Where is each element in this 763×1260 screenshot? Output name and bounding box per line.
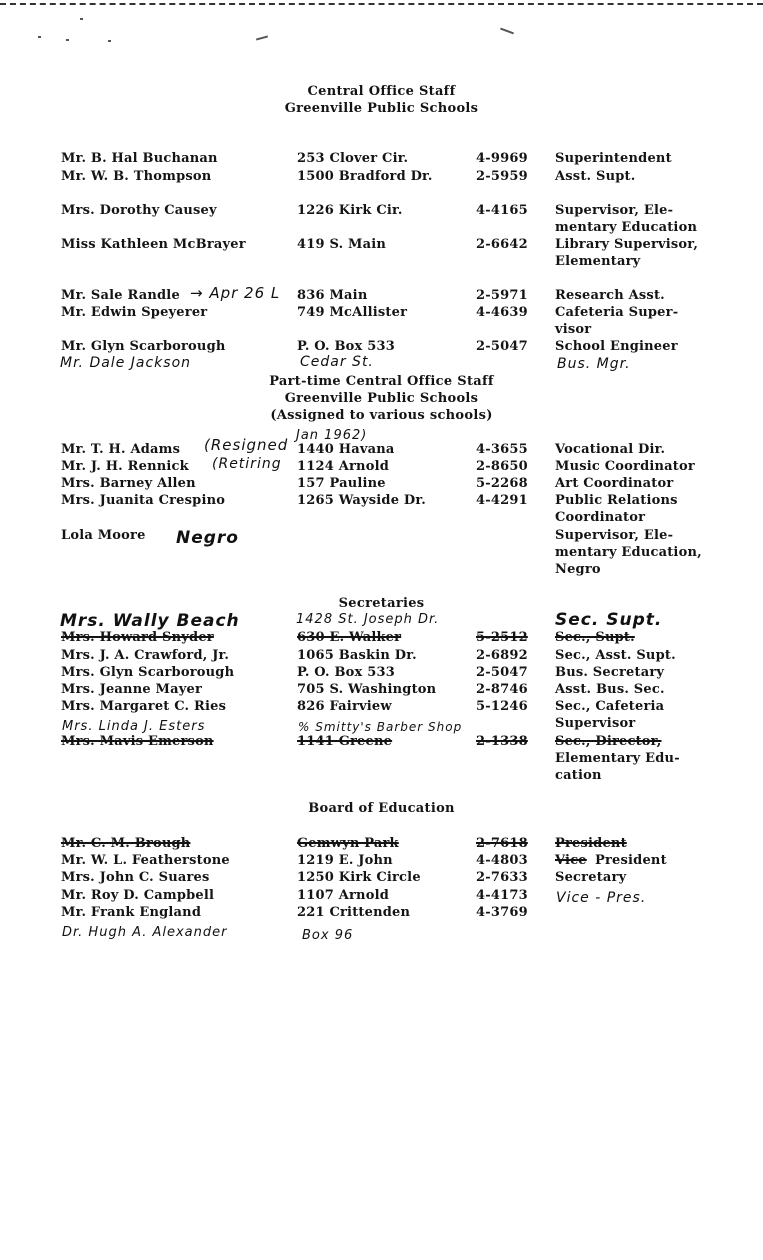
staff-address: 1124 Arnold <box>297 459 389 474</box>
staff-phone: 4-4803 <box>476 853 528 868</box>
handwritten-jackson-address: Cedar St. <box>300 354 374 370</box>
staff-title: Supervisor, Ele- <box>555 203 674 218</box>
staff-name: Lola Moore <box>61 528 146 543</box>
staff-title: Secretary <box>555 870 627 885</box>
top-edge-dashes <box>0 3 763 5</box>
handwritten-esters-name: Mrs. Linda J. Esters <box>62 719 206 734</box>
speck <box>108 40 111 42</box>
staff-row <box>0 905 763 922</box>
staff-phone: 2-6642 <box>476 237 528 252</box>
staff-phone: 4-9969 <box>476 151 528 166</box>
staff-address: 157 Pauline <box>297 476 386 491</box>
staff-address: 253 Clover Cir. <box>297 151 409 166</box>
handwritten-vice-pres: Vice - Pres. <box>556 890 647 906</box>
staff-name: Mr. B. Hal Buchanan <box>61 151 218 166</box>
staff-title: Research Asst. <box>555 288 665 303</box>
struck-row <box>0 836 763 853</box>
staff-title-cont: Supervisor <box>555 716 636 731</box>
staff-row <box>0 888 763 905</box>
staff-title: Music Coordinator <box>555 459 695 474</box>
staff-address: 1107 Arnold <box>297 888 389 903</box>
handwritten-moore-note: Negro <box>176 528 239 548</box>
staff-address: Gemwyn Park <box>297 836 399 851</box>
speck <box>500 28 514 35</box>
staff-title-cont: cation <box>555 768 602 783</box>
staff-row <box>0 476 763 493</box>
staff-phone: 2-1338 <box>476 734 528 749</box>
handwritten-beach-title: Sec. Supt. <box>555 610 663 630</box>
speck <box>38 36 41 38</box>
staff-phone: 4-3655 <box>476 442 528 457</box>
staff-name: Mrs. John C. Suares <box>61 870 210 885</box>
staff-title: Asst. Bus. Sec. <box>555 682 665 697</box>
handwritten-beach-name: Mrs. Wally Beach <box>60 611 240 631</box>
staff-phone: 2-5047 <box>476 339 528 354</box>
staff-title-cont: visor <box>555 322 592 337</box>
staff-row <box>0 665 763 682</box>
staff-row <box>0 853 763 870</box>
staff-row <box>0 288 763 305</box>
staff-phone: 5-2268 <box>476 476 528 491</box>
staff-name: Mr. C. M. Brough <box>61 836 191 851</box>
staff-title: Superintendent <box>555 151 672 166</box>
staff-name: Miss Kathleen McBrayer <box>61 237 246 252</box>
handwritten-rennick-note: (Retiring <box>212 456 282 472</box>
staff-title: Library Supervisor, <box>555 237 699 252</box>
speck <box>66 39 69 41</box>
staff-phone: 2-5971 <box>476 288 528 303</box>
staff-name: Mrs. Jeanne Mayer <box>61 682 203 697</box>
staff-address: 1500 Bradford Dr. <box>297 169 433 184</box>
part-time-subtitle: Greenville Public Schools <box>284 391 479 406</box>
staff-row <box>0 442 763 459</box>
staff-phone: 4-4291 <box>476 493 528 508</box>
staff-title: Cafeteria Super- <box>555 305 679 320</box>
secretaries-title: Secretaries <box>338 596 425 611</box>
staff-name: Mr. W. L. Featherstone <box>61 853 230 868</box>
staff-title-cont: Elementary Edu- <box>555 751 680 766</box>
staff-address: 1440 Havana <box>297 442 395 457</box>
staff-address: 1226 Kirk Cir. <box>297 203 403 218</box>
staff-title: Sec., Supt. <box>555 630 635 645</box>
staff-name: Mr. Glyn Scarborough <box>61 339 226 354</box>
staff-phone: 2-8650 <box>476 459 528 474</box>
staff-name: Mrs. Glyn Scarborough <box>61 665 235 680</box>
staff-row <box>0 528 763 577</box>
staff-title-cont: mentary Education <box>555 220 698 235</box>
staff-address: 221 Crittenden <box>297 905 411 920</box>
staff-phone: 5-1246 <box>476 699 528 714</box>
staff-address: 1250 Kirk Circle <box>297 870 421 885</box>
staff-name: Mrs. Margaret C. Ries <box>61 699 227 714</box>
staff-title: School Engineer <box>555 339 678 354</box>
staff-address: 1065 Baskin Dr. <box>297 648 417 663</box>
staff-row <box>0 682 763 699</box>
central-office-subtitle: Greenville Public Schools <box>284 101 479 116</box>
board-title: Board of Education <box>308 801 455 816</box>
staff-name: Mr. Roy D. Campbell <box>61 888 215 903</box>
staff-name: Mrs. Juanita Crespino <box>61 493 226 508</box>
staff-row <box>0 203 763 235</box>
staff-title: Art Coordinator <box>555 476 674 491</box>
staff-title-cont: Elementary <box>555 254 641 269</box>
staff-address: 1219 E. John <box>297 853 393 868</box>
part-time-subtitle-2: (Assigned to various schools) <box>270 408 493 423</box>
staff-row <box>0 339 763 356</box>
staff-phone: 4-4173 <box>476 888 528 903</box>
staff-address: 630 E. Walker <box>297 630 402 645</box>
staff-title: Vocational Dir. <box>555 442 666 457</box>
staff-phone: 2-5959 <box>476 169 528 184</box>
staff-phone: 4-4639 <box>476 305 528 320</box>
staff-address: 826 Fairview <box>297 699 392 714</box>
staff-phone: 2-8746 <box>476 682 528 697</box>
staff-title: Bus. Secretary <box>555 665 665 680</box>
staff-name: Mrs. Mavis Emerson <box>61 734 214 749</box>
staff-phone: 2-6892 <box>476 648 528 663</box>
staff-title: Sec., Asst. Supt. <box>555 648 676 663</box>
speck <box>80 18 83 20</box>
staff-address: 836 Main <box>297 288 368 303</box>
staff-address: P. O. Box 533 <box>297 339 395 354</box>
staff-name: Mr. Edwin Speyerer <box>61 305 208 320</box>
staff-title-cont: Coordinator <box>555 510 646 525</box>
staff-row <box>0 237 763 269</box>
handwritten-esters-address: % Smitty's Barber Shop <box>298 720 463 734</box>
staff-phone: 2-7618 <box>476 836 528 851</box>
handwritten-randle-note: → Apr 26 L <box>190 284 281 302</box>
staff-row <box>0 870 763 887</box>
staff-title: Asst. Supt. <box>555 169 636 184</box>
staff-title-cont: Negro <box>555 562 601 577</box>
staff-name: Mrs. J. A. Crawford, Jr. <box>61 648 230 663</box>
staff-name: Mrs. Barney Allen <box>61 476 196 491</box>
staff-row <box>0 305 763 337</box>
staff-title: Supervisor, Ele- <box>555 528 674 543</box>
staff-name: Mr. J. H. Rennick <box>61 459 189 474</box>
staff-phone: 2-7633 <box>476 870 528 885</box>
staff-name: Mr. W. B. Thompson <box>61 169 212 184</box>
staff-name: Mr. Frank England <box>61 905 202 920</box>
staff-title-cont: mentary Education, <box>555 545 702 560</box>
handwritten-jackson-name: Mr. Dale Jackson <box>60 355 192 371</box>
staff-title-struck: Vice <box>555 853 587 868</box>
staff-title: President <box>595 853 667 868</box>
staff-row <box>0 493 763 525</box>
staff-address: 749 McAllister <box>297 305 408 320</box>
handwritten-alexander-address: Box 96 <box>302 928 354 943</box>
staff-phone: 2-5047 <box>476 665 528 680</box>
handwritten-jackson-title: Bus. Mgr. <box>557 356 631 372</box>
staff-row <box>0 459 763 476</box>
staff-row <box>0 151 763 168</box>
struck-row <box>0 630 763 647</box>
staff-phone: 5-2512 <box>476 630 528 645</box>
staff-name: Mr. Sale Randle <box>61 288 180 303</box>
staff-row <box>0 648 763 665</box>
staff-address: 705 S. Washington <box>297 682 437 697</box>
staff-title: Sec., Director, <box>555 734 662 749</box>
staff-name: Mrs. Howard Snyder <box>61 630 214 645</box>
staff-row <box>0 169 763 186</box>
staff-title: President <box>555 836 627 851</box>
staff-phone: 4-3769 <box>476 905 528 920</box>
central-office-title: Central Office Staff <box>307 84 456 99</box>
handwritten-date-note: Jan 1962) <box>296 428 368 443</box>
staff-address: 1141 Greene <box>297 734 393 749</box>
staff-title: Sec., Cafeteria <box>555 699 665 714</box>
speck <box>256 35 268 40</box>
staff-address: P. O. Box 533 <box>297 665 395 680</box>
staff-name: Mrs. Dorothy Causey <box>61 203 217 218</box>
staff-address: 419 S. Main <box>297 237 387 252</box>
handwritten-alexander-name: Dr. Hugh A. Alexander <box>62 925 228 940</box>
struck-row <box>0 734 763 783</box>
handwritten-adams-note: (Resigned <box>204 436 289 454</box>
handwritten-beach-address: 1428 St. Joseph Dr. <box>296 612 440 627</box>
staff-name: Mr. T. H. Adams <box>61 442 181 457</box>
staff-phone: 4-4165 <box>476 203 528 218</box>
staff-address: 1265 Wayside Dr. <box>297 493 426 508</box>
part-time-title: Part-time Central Office Staff <box>269 374 494 389</box>
staff-title: Public Relations <box>555 493 678 508</box>
